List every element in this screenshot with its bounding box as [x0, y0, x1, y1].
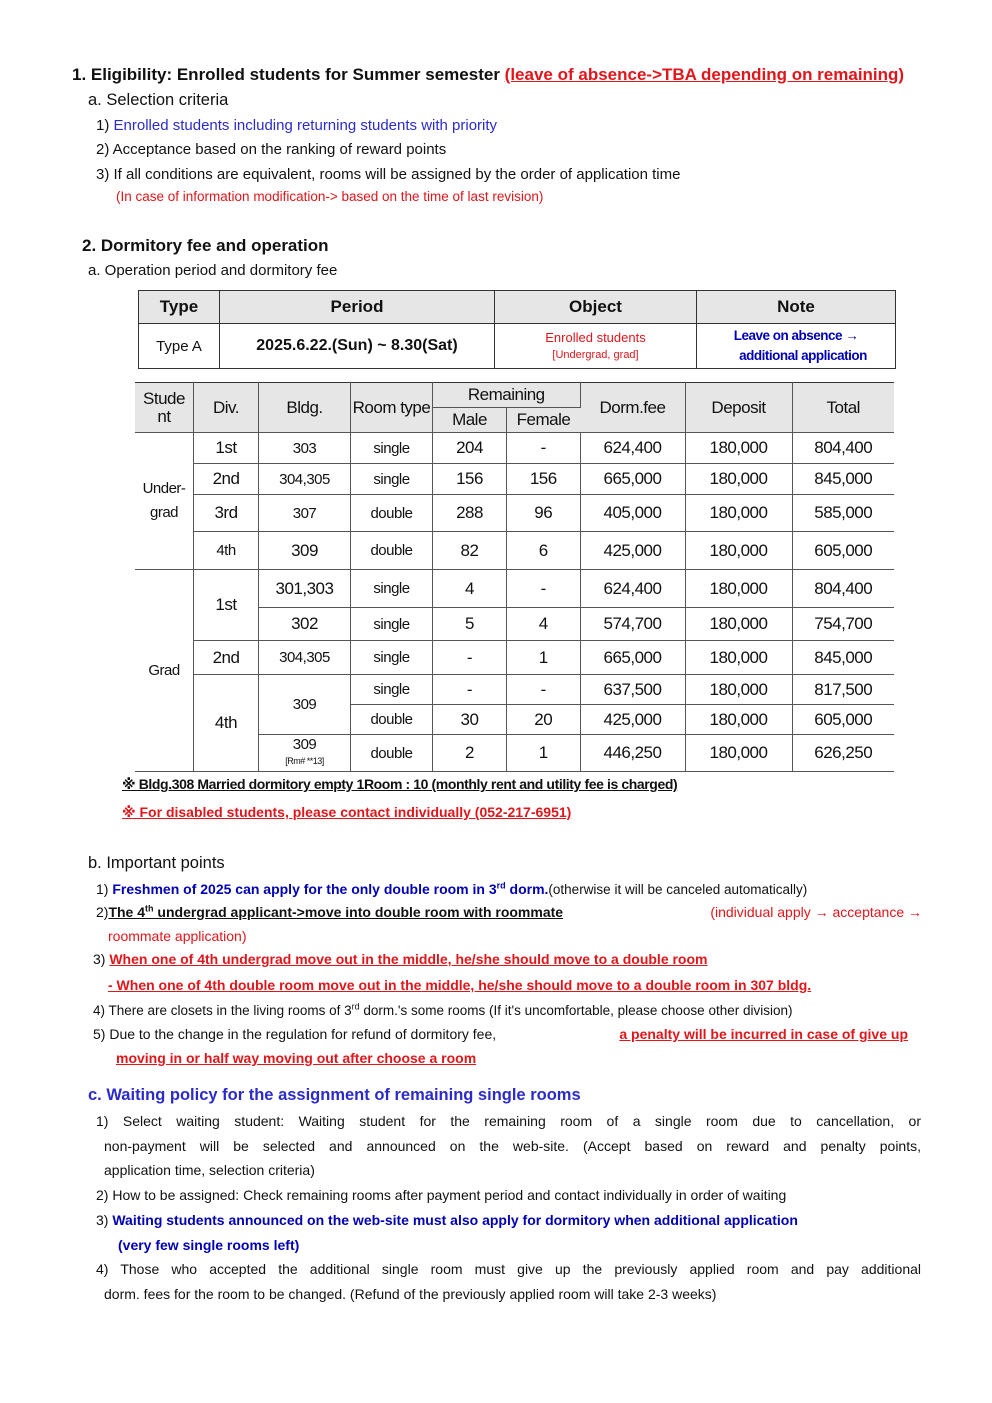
- cell-female: -: [507, 433, 581, 464]
- cell-div: 2nd: [194, 641, 259, 675]
- object-line-2: [Undergrad, grad]: [552, 348, 639, 361]
- cell-type: single: [351, 675, 433, 705]
- point-2-red: (individual apply → acceptance →: [710, 904, 922, 920]
- cell-div: 1st: [194, 433, 259, 464]
- undergrad-label-1: Under-: [142, 480, 186, 497]
- table-row: [135, 464, 894, 495]
- section-1-title-note: (leave of absence->TBA depending on remaining): [504, 65, 905, 84]
- point-3: [93, 951, 708, 967]
- cell-male: 2: [433, 735, 507, 772]
- cell-deposit: 180,000: [685, 433, 792, 464]
- criteria-item-1-num: 1): [96, 117, 114, 134]
- point-1-num: 1): [96, 881, 113, 897]
- point-1-bold-a: Freshmen of 2025 can apply for the only double room in 3: [112, 881, 497, 897]
- point-4-a: 4) There are closets in the living rooms of 3: [93, 1003, 352, 1018]
- cell-bldg: 309: [259, 675, 351, 735]
- col-type: Type: [139, 291, 220, 324]
- cell-deposit: 180,000: [685, 675, 792, 705]
- dorm-fee-table: [135, 382, 894, 772]
- cell-female: 6: [507, 532, 581, 570]
- section-1-title-text: 1. Eligibility: Enrolled students for Summer semester: [72, 65, 505, 84]
- cell-total: 804,400: [792, 433, 894, 464]
- cell-div: 4th: [194, 532, 259, 570]
- cell-male: 288: [433, 495, 507, 532]
- cell-total: 605,000: [792, 532, 894, 570]
- cell-male: -: [433, 641, 507, 675]
- table-row: [135, 532, 894, 570]
- table-row: [135, 495, 894, 532]
- cell-div: 4th: [194, 675, 259, 772]
- grad-label: Grad: [135, 570, 194, 772]
- cell-female: -: [507, 570, 581, 608]
- married-dorm-note: ※ Bldg.308 Married dormitory empty 1Room : 10 (monthly rent and utility fee is charged): [122, 776, 678, 792]
- hdr-remaining: Remaining: [433, 383, 581, 408]
- cell-deposit: 180,000: [685, 705, 792, 735]
- hdr-room-type: Room type: [351, 383, 433, 433]
- cell-female: 1: [507, 641, 581, 675]
- cell-male: 156: [433, 464, 507, 495]
- table-row: [135, 433, 894, 464]
- section-1-title: [72, 65, 904, 85]
- cell-bldg: 303: [259, 433, 351, 464]
- note-line-2: additional application: [739, 348, 867, 363]
- cell-deposit: 180,000: [685, 570, 792, 608]
- type-cell: Type A: [139, 324, 220, 369]
- operation-period-table: [138, 290, 896, 369]
- point-2: [96, 904, 922, 920]
- waiting-item-3-line-2: (very few single rooms left): [118, 1237, 300, 1253]
- cell-total: 754,700: [792, 608, 894, 641]
- table-row: [135, 675, 894, 705]
- cell-female: 156: [507, 464, 581, 495]
- disabled-students-note: ※ For disabled students, please contact individually (052-217-6951): [122, 804, 572, 820]
- hdr-male: Male: [433, 408, 507, 433]
- cell-type: single: [351, 641, 433, 675]
- point-5-continued: moving in or half way moving out after choose a room: [116, 1050, 477, 1066]
- cell-type: double: [351, 705, 433, 735]
- cell-bldg: 309: [259, 532, 351, 570]
- cell-male: 82: [433, 532, 507, 570]
- point-5: [93, 1026, 908, 1042]
- cell-div: 1st: [194, 570, 259, 641]
- cell-total: 817,500: [792, 675, 894, 705]
- cell-fee: 665,000: [580, 464, 685, 495]
- cell-deposit: 180,000: [685, 641, 792, 675]
- cell-male: -: [433, 675, 507, 705]
- point-1: [96, 881, 807, 897]
- cell-fee: 624,400: [580, 570, 685, 608]
- criteria-item-1: [96, 117, 497, 134]
- point-1-sup: rd: [496, 880, 506, 891]
- table-row: [135, 570, 894, 608]
- hdr-student: Stude nt: [135, 383, 194, 433]
- period-cell: 2025.6.22.(Sun) ~ 8.30(Sat): [220, 324, 495, 369]
- cell-type: single: [351, 464, 433, 495]
- waiting-item-3-text: Waiting students announced on the web-site must also apply for dormitory when additional application: [112, 1212, 798, 1228]
- cell-type: double: [351, 532, 433, 570]
- cell-deposit: 180,000: [685, 464, 792, 495]
- cell-bldg: 304,305: [259, 464, 351, 495]
- point-2-continued: roommate application): [108, 928, 247, 944]
- cell-total: 804,400: [792, 570, 894, 608]
- table-row: [135, 641, 894, 675]
- cell-type: single: [351, 570, 433, 608]
- point-2-sup: th: [145, 903, 154, 914]
- cell-type: double: [351, 495, 433, 532]
- section-2-title: 2. Dormitory fee and operation: [82, 236, 329, 255]
- hdr-bldg: Bldg.: [259, 383, 351, 433]
- cell-deposit: 180,000: [685, 495, 792, 532]
- cell-bldg: 302: [259, 608, 351, 641]
- cell-male: 204: [433, 433, 507, 464]
- point-1-bold-b: dorm.: [505, 881, 549, 897]
- cell-total: 845,000: [792, 464, 894, 495]
- point-2-bold: [108, 904, 563, 920]
- cell-total: 845,000: [792, 641, 894, 675]
- cell-total: 626,250: [792, 735, 894, 772]
- cell-deposit: 180,000: [685, 532, 792, 570]
- hdr-deposit: Deposit: [685, 383, 792, 433]
- col-period: Period: [220, 291, 495, 324]
- point-1-bold: [112, 881, 548, 897]
- cell-fee: 637,500: [580, 675, 685, 705]
- cell-bldg: 301,303: [259, 570, 351, 608]
- important-points-heading: b. Important points: [88, 854, 225, 872]
- point-2-bold-a: The 4: [108, 904, 146, 920]
- cell-bldg: 304,305: [259, 641, 351, 675]
- cell-fee: 665,000: [580, 641, 685, 675]
- cell-fee: 624,400: [580, 433, 685, 464]
- criteria-note: (In case of information modification-> based on the time of last revision): [116, 189, 544, 204]
- point-2-num: 2): [96, 904, 109, 920]
- waiting-item-4-line-2: dorm. fees for the room to be changed. (Refund of the previously applied room will take 2-3 weeks): [104, 1286, 717, 1302]
- cell-fee: 425,000: [580, 705, 685, 735]
- undergrad-label: [135, 433, 194, 570]
- waiting-item-1-line-1: 1) Select waiting student: Waiting student for the remaining room of a single room due to cancellation, or: [96, 1113, 921, 1129]
- note-cell: [697, 324, 896, 369]
- cell-female: 96: [507, 495, 581, 532]
- cell-total: 585,000: [792, 495, 894, 532]
- cell-type: single: [351, 433, 433, 464]
- cell-fee: 425,000: [580, 532, 685, 570]
- cell-deposit: 180,000: [685, 735, 792, 772]
- point-4-b: dorm.'s some rooms (If it's uncomfortable, please choose other division): [359, 1003, 793, 1018]
- cell-fee: 405,000: [580, 495, 685, 532]
- object-cell: [495, 324, 697, 369]
- hdr-female: Female: [507, 408, 581, 433]
- point-2-bold-b: undergrad applicant->move into double room with roommate: [153, 904, 564, 920]
- waiting-item-3: [96, 1212, 798, 1228]
- point-5-a: 5) Due to the change in the regulation for refund of dormitory fee,: [93, 1026, 497, 1042]
- cell-bldg: 307: [259, 495, 351, 532]
- cell-female: 20: [507, 705, 581, 735]
- point-5-red: a penalty will be incurred in case of give up: [619, 1026, 908, 1042]
- cell-type: double: [351, 735, 433, 772]
- col-object: Object: [495, 291, 697, 324]
- point-4: [93, 1003, 792, 1018]
- waiting-item-2: 2) How to be assigned: Check remaining rooms after payment period and contact individually in order of waiting: [96, 1187, 787, 1203]
- cell-div: 2nd: [194, 464, 259, 495]
- cell-bldg-text: 309: [292, 736, 317, 753]
- hdr-dormfee: Dorm.fee: [580, 383, 685, 433]
- cell-female: -: [507, 675, 581, 705]
- cell-male: 5: [433, 608, 507, 641]
- cell-female: 4: [507, 608, 581, 641]
- cell-fee: 574,700: [580, 608, 685, 641]
- object-line-1: Enrolled students: [545, 329, 646, 345]
- cell-div: 3rd: [194, 495, 259, 532]
- waiting-item-1-line-3: application time, selection criteria): [104, 1162, 315, 1178]
- operation-heading: a. Operation period and dormitory fee: [88, 262, 338, 279]
- criteria-item-1-text: Enrolled students including returning students with priority: [113, 117, 498, 134]
- cell-male: 30: [433, 705, 507, 735]
- waiting-item-3-num: 3): [96, 1212, 113, 1228]
- cell-type: single: [351, 608, 433, 641]
- note-line-1: Leave on absence →: [733, 328, 859, 343]
- hdr-div: Div.: [194, 383, 259, 433]
- col-note: Note: [697, 291, 896, 324]
- point-3-sub: - When one of 4th double room move out in the middle, he/she should move to a double room in 307 bldg.: [108, 977, 812, 993]
- waiting-policy-heading: c. Waiting policy for the assignment of remaining single rooms: [88, 1086, 581, 1104]
- hdr-total: Total: [792, 383, 894, 433]
- cell-total: 605,000: [792, 705, 894, 735]
- selection-criteria-heading: a. Selection criteria: [88, 91, 229, 109]
- waiting-item-1-line-2: non-payment will be selected and announced on the web-site. (Accept based on reward and penalty points,: [104, 1138, 921, 1154]
- cell-bldg: [259, 735, 351, 772]
- criteria-item-3: 3) If all conditions are equivalent, rooms will be assigned by the order of application time: [96, 166, 681, 183]
- point-3-red: When one of 4th undergrad move out in the middle, he/she should move to a double room: [109, 951, 708, 967]
- point-4-sup: rd: [351, 1001, 360, 1012]
- cell-male: 4: [433, 570, 507, 608]
- cell-fee: 446,250: [580, 735, 685, 772]
- point-1-rest: (otherwise it will be canceled automatically): [548, 882, 808, 897]
- cell-female: 1: [507, 735, 581, 772]
- cell-deposit: 180,000: [685, 608, 792, 641]
- undergrad-label-2: grad: [149, 504, 179, 521]
- point-3-num: 3): [93, 951, 110, 967]
- waiting-item-4-line-1: 4) Those who accepted the additional single room must give up the previously applied room and pay additional: [96, 1261, 921, 1277]
- criteria-item-2: 2) Acceptance based on the ranking of reward points: [96, 141, 447, 158]
- cell-bldg-note: [Rm# **13]: [285, 756, 324, 766]
